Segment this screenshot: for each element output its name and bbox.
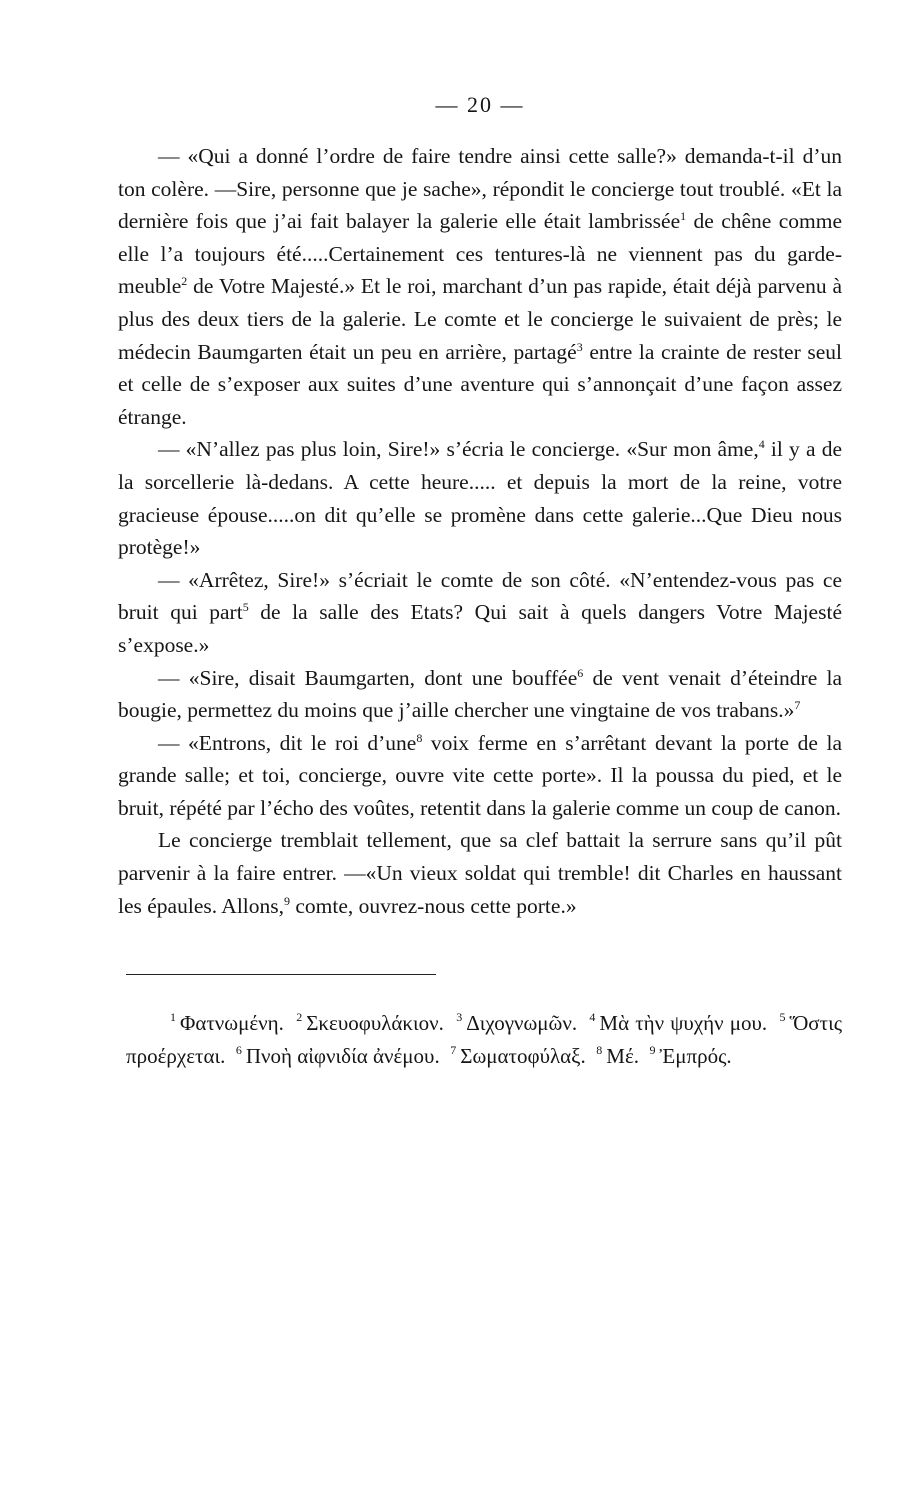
- footnote: $^8$ Μέ.: [596, 1043, 640, 1069]
- footnote: $^9$ Ἐμπρός.: [649, 1043, 732, 1069]
- page-number: — 20 —: [435, 92, 525, 117]
- footnote-divider: [126, 974, 436, 975]
- footnote: $^1$ Φατνωμένη.: [170, 1010, 284, 1036]
- paragraph: Le concierge tremblait tellement, que sa clef battait la serrure sans qu’il pût parvenir à la faire entrer. —«Un vieux soldat qui tremble! dit Charles en haussant les épaules. Allons,$^9$ comte, ouvrez-nous cette porte.»: [118, 828, 842, 918]
- footnote-ref: 2: [181, 274, 188, 289]
- footnote-ref: 9: [284, 893, 291, 908]
- footnote: $^5$ Ὅστις προέρχεται.: [126, 1010, 843, 1069]
- footnote-ref: 7: [794, 698, 801, 713]
- footnote: $^4$ Μὰ τὴν ψυχήν μου.: [589, 1010, 768, 1036]
- footnote-ref: 5: [242, 600, 249, 615]
- footnote-ref: 8: [416, 730, 423, 745]
- footnote: $^7$ Σωματοφύλαξ.: [450, 1043, 586, 1069]
- footnote: $^2$ Σκευοφυλάκιον.: [296, 1010, 444, 1036]
- footnote-ref: 3: [576, 339, 583, 354]
- footnote: $^3$ Διχογνωμῶν.: [456, 1010, 578, 1036]
- paragraph: — «Entrons, dit le roi d’une$^8$ voix ferme en s’arrêtant devant la porte de la grande salle; et toi, concierge, ouvre vite cette porte». Il la poussa du pied, et le bruit, répété par l’écho des voûtes, retentit dans la galerie comme un coup de canon.: [118, 730, 843, 820]
- book-page: [118, 92, 842, 1073]
- footnote: $^6$ Πνοὴ αἰφνιδία ἀνέμου.: [235, 1043, 440, 1069]
- paragraph: — «Arrêtez, Sire!» s’écriait le comte de son côté. «N’entendez-vous pas ce bruit qui part$^5$ de la salle des Etats? Qui sait à quels dangers Votre Majesté s’expose.»: [118, 567, 842, 657]
- paragraph: — «Qui a donné l’ordre de faire tendre ainsi cette salle?» demanda-t-il d’un ton colère. —Sire, personne que je sache», répondit le concierge tout troublé. «Et la dernière fois que j’ai fait balayer la galerie elle était lambrissée$^1$ de chêne comme elle l’a toujours été.....Certainement ces tentures-là ne viennent pas du garde-meuble$^2$ de Votre Majesté.» Et le roi, marchant d’un pas rapide, était déjà parvenu à plus des deux tiers de la galerie. Le comte et le concierge le suivaient de près; le médecin Baumgarten était un peu en arrière, partagé$^3$ entre la crainte de rester seul et celle de s’exposer aux suites d’une aventure qui s’annonçait d’une façon assez étrange.: [118, 144, 843, 429]
- footnote-ref: 6: [577, 665, 584, 680]
- footnotes: [118, 1007, 842, 1073]
- footnote-ref: 1: [680, 209, 687, 224]
- paragraph: — «Sire, disait Baumgarten, dont une bouffée$^6$ de vent venait d’éteindre la bougie, permettez du moins que j’aille chercher une vingtaine de vos trabans.»$^7$: [118, 665, 842, 723]
- paragraph: — «N’allez pas plus loin, Sire!» s’écria le concierge. «Sur mon âme,$^4$ il y a de la sorcellerie là-dedans. A cette heure..... et depuis la mort de la reine, votre gracieuse épouse.....on dit qu’elle se promène dans cette galerie...Que Dieu nous protège!»: [118, 437, 842, 560]
- footnote-ref: 4: [758, 437, 765, 452]
